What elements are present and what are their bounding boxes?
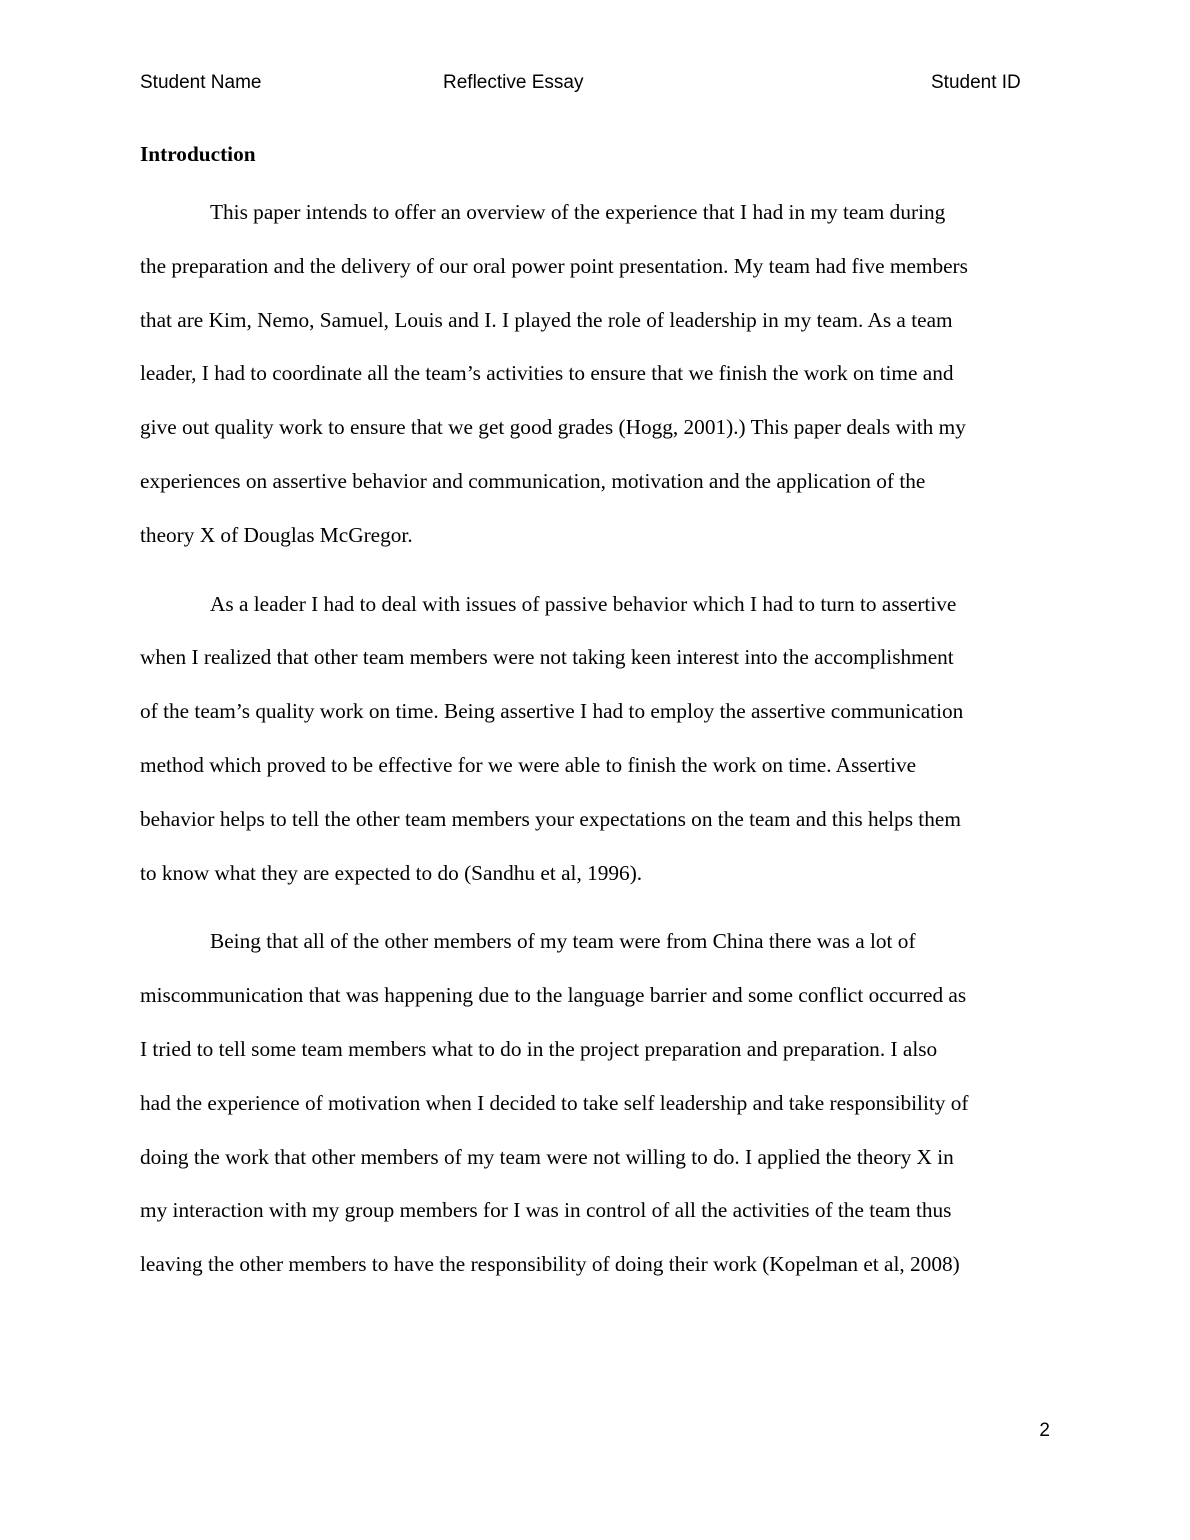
paragraph-1: This paper intends to offer an overview of the experience that I had in my team during the preparation and the delivery of our oral power point presentation. My team had five members that are Kim, Nemo, Samuel, Louis and I. I played the role of leadership in my team. As a team leader, I had to coordinate all the team’s activities to ensure that we finish the work on time and give out quality work to ensure that we get good grades (Hogg, 2001).) This paper deals with my experiences on assertive behavior and communication, motivation and the application of the theory X of Douglas McGregor. [140, 200, 968, 547]
paragraph-2: As a leader I had to deal with issues of passive behavior which I had to turn to assertive when I realized that other team members were not taking keen interest into the accomplishment of the team’s quality work on time. Being assertive I had to employ the assertive communication method which proved to be effective for we were able to finish the work on time. Assertive behavior helps to tell the other team members your expectations on the team and this helps them to know what they are expected to do (Sandhu et al, 1996). [140, 591, 964, 885]
header-student-id: Student ID [931, 72, 1021, 93]
page-number: 2 [1039, 1420, 1050, 1441]
paragraph-3: Being that all of the other members of my team were from China there was a lot of miscommunication that was happening due to the language barrier and some conflict occurred as I tried to tell some team members what to do in the project preparation and preparation. I also had the experience of motivation when I decided to take self leadership and take responsibility of doing the work that other members of my team were not willing to do. I applied the theory X in my interaction with my group members for I was in control of all the activities of the team thus leaving the other members to have the responsibility of doing their work (Kopelman et al, 2008) [140, 929, 969, 1277]
document-body [140, 138, 1052, 1307]
section-heading: Introduction [140, 142, 256, 166]
page-header [140, 70, 1050, 96]
header-student-name: Student Name [140, 72, 262, 93]
header-title: Reflective Essay [443, 72, 584, 93]
